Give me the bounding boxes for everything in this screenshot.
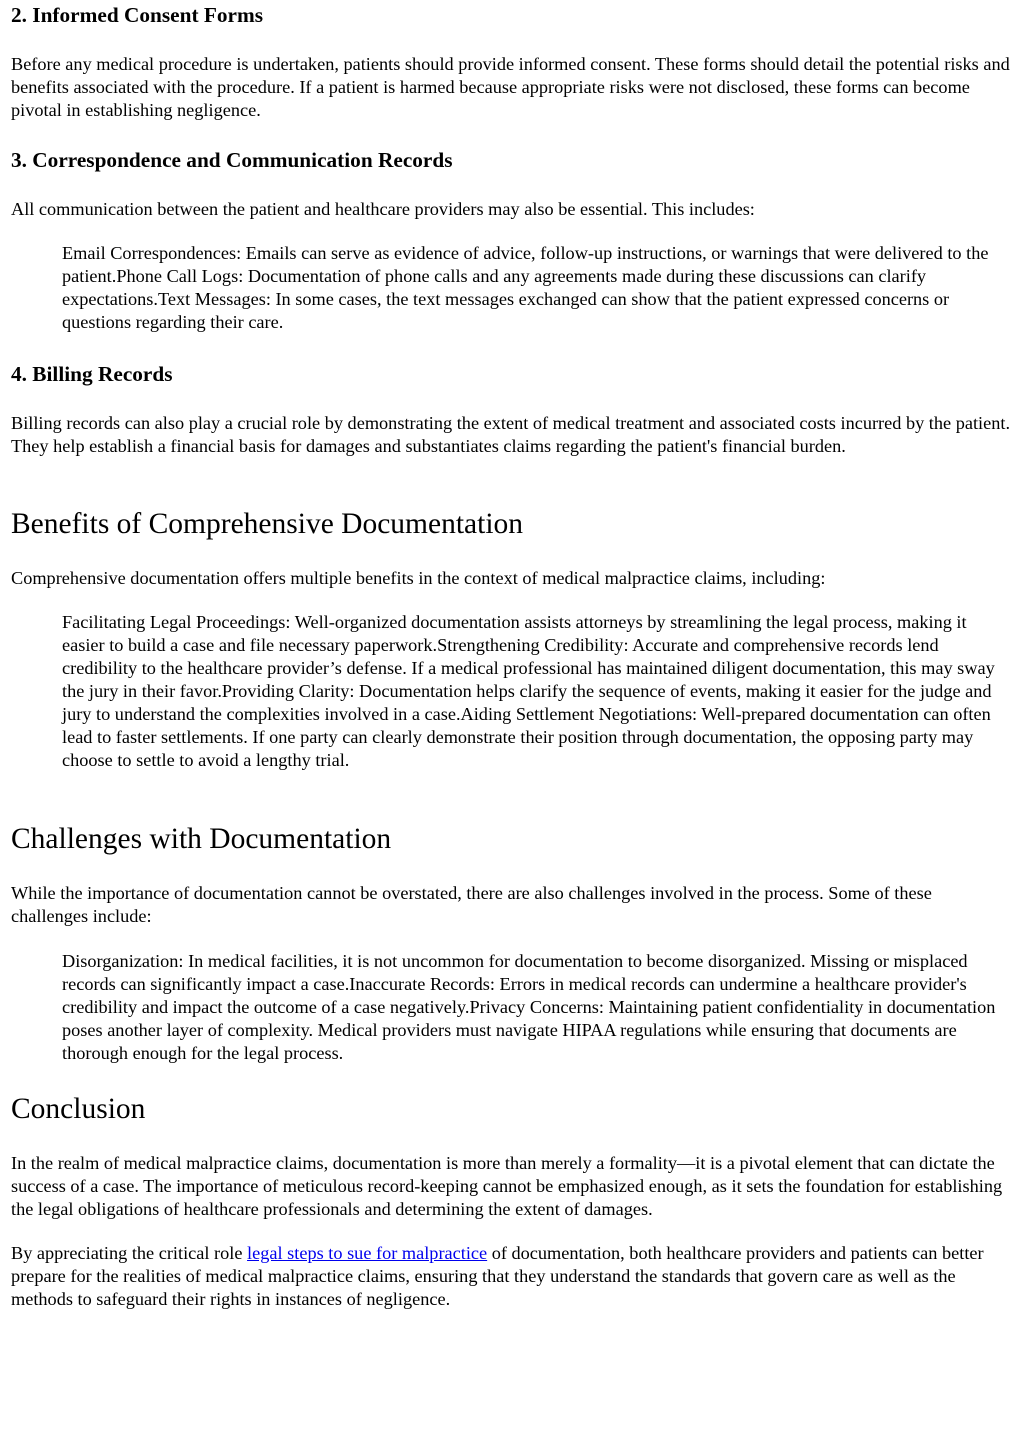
paragraph-billing: Billing records can also play a crucial role by demonstrating the extent of medical treatment and associated costs incurred by the patient. They help establish a financial basis for damages and substantiates claims regarding the patient's financial burden.: [11, 413, 1011, 456]
paragraph-challenges-intro: While the importance of documentation cannot be overstated, there are also challenges involved in the process. Some of these challenges include:: [11, 883, 932, 926]
quote-benefits: Facilitating Legal Proceedings: Well-organized documentation assists attorneys by streamlining the legal process, making it easier to build a case and file necessary paperwork.Strengthening Credibility: Accurate and comprehensive records lend credibility to the healthcare provider’s defense. If a medical professional has maintained diligent documentation, this may sway the jury in their favor.Providing Clarity: Documentation helps clarify the sequence of events, making it easier for the judge and jury to understand the complexities involved in a case.Aiding Settlement Negotiations: Well-prepared documentation can often lead to faster settlements. If one party can clearly demonstrate their position through documentation, the opposing party may choose to settle to avoid a lengthy trial.: [62, 612, 995, 770]
quote-challenges: Disorganization: In medical facilities, it is not uncommon for documentation to become disorganized. Missing or misplaced records can significantly impact a case.Inaccurate Records: Errors in medical records can undermine a healthcare provider's credibility and impact the outcome of a case negatively.Privacy Concerns: Maintaining patient confidentiality in documentation poses another layer of complexity. Medical providers must navigate HIPAA regulations while ensuring that documents are thorough enough for the legal process.: [62, 951, 996, 1063]
paragraph-informed-consent: Before any medical procedure is undertaken, patients should provide informed consent. These forms should detail the potential risks and benefits associated with the procedure. If a patient is harmed because appropriate risks were not disclosed, these forms can become pivotal in establishing negligence.: [11, 54, 1010, 120]
paragraph-conclusion-2: [11, 1242, 1011, 1311]
paragraph-conclusion-1: In the realm of medical malpractice claims, documentation is more than merely a formality—it is a pivotal element that can dictate the success of a case. The importance of meticulous record-keeping cannot be emphasized enough, as it sets the foundation for establishing the legal obligations of healthcare professionals and determining the extent of damages.: [11, 1153, 1003, 1219]
heading-benefits: Benefits of Comprehensive Documentation: [11, 508, 524, 540]
heading-informed-consent: 2. Informed Consent Forms: [11, 3, 263, 27]
conclusion-text-after-link: of documentation, both healthcare providers and patients can better prepare for the realities of medical malpractice claims, ensuring that they understand the standards that govern care as well as the methods to safeguard their rights in instances of negligence.: [11, 1243, 984, 1309]
heading-billing: 4. Billing Records: [11, 362, 173, 386]
paragraph-correspondence-intro: All communication between the patient and healthcare providers may also be essential. This includes:: [11, 199, 755, 219]
conclusion-text-before-link: By appreciating the critical role: [11, 1243, 248, 1263]
heading-correspondence: 3. Correspondence and Communication Records: [11, 148, 453, 172]
quote-correspondence: Email Correspondences: Emails can serve as evidence of advice, follow-up instructions, or warnings that were delivered to the patient.Phone Call Logs: Documentation of phone calls and any agreements made during these discussions can clarify expectations.Text Messages: In some cases, the text messages exchanged can show that the patient expressed concerns or questions regarding their care.: [62, 243, 989, 332]
heading-challenges: Challenges with Documentation: [11, 823, 392, 855]
malpractice-link[interactable]: legal steps to sue for malpractice: [247, 1243, 488, 1263]
heading-conclusion: Conclusion: [11, 1093, 146, 1125]
paragraph-benefits-intro: Comprehensive documentation offers multiple benefits in the context of medical malpractice claims, including:: [11, 568, 826, 588]
